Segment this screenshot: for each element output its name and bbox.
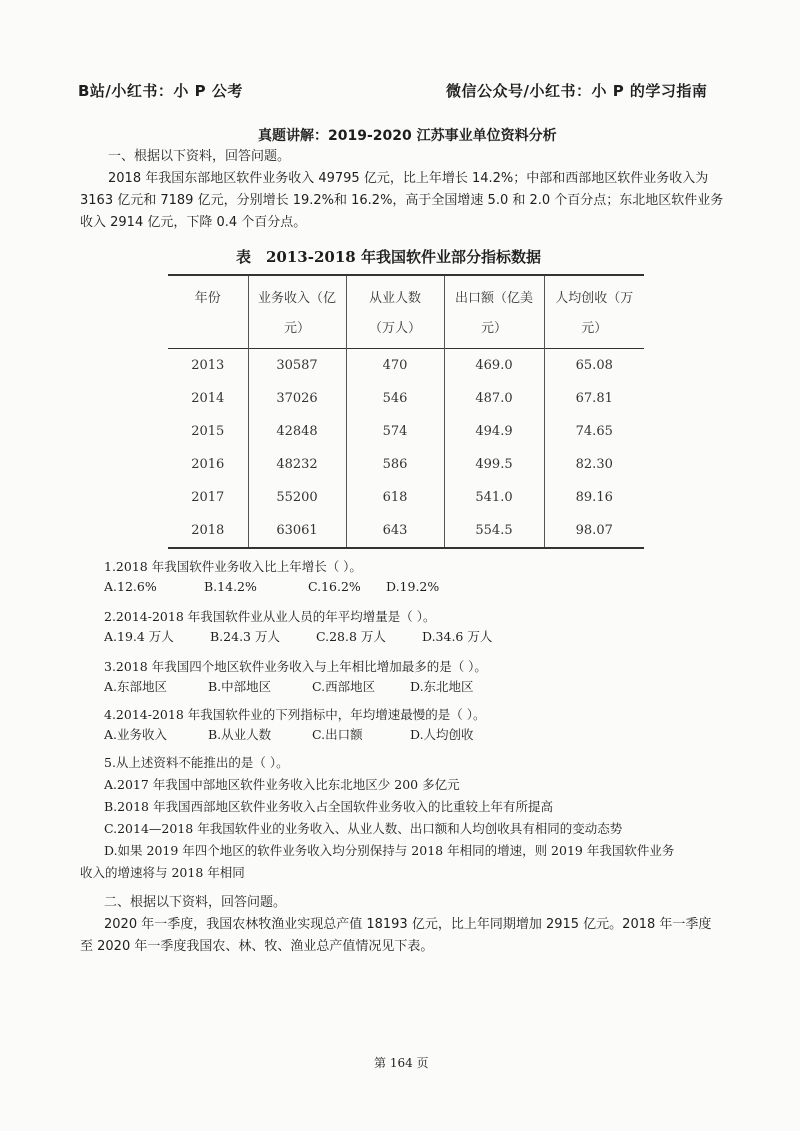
cell-year: 2016 <box>191 457 225 472</box>
cell-employees: 586 <box>346 448 444 481</box>
question-4-options <box>104 724 474 745</box>
cell-per-capita: 98.07 <box>544 514 644 548</box>
table-caption: 表 2013-2018 年我国软件业部分指标数据 <box>236 248 541 266</box>
header-employees: 从业人数 （万人） <box>346 275 444 349</box>
cell-exports: 499.5 <box>444 448 544 481</box>
q1-option-d: D.19.2% <box>386 579 440 594</box>
section1-line-2: 3163 亿元和 7189 亿元，分别增长 19.2%和 16.2%，高于全国增速 5.0 和 2.0 个百分点；东北地区软件业务 <box>80 193 724 208</box>
header-right-text: 微信公众号/小红书：小 P 的学习指南 <box>446 82 708 100</box>
q3-option-b: B.中部地区 <box>208 679 272 694</box>
question-5-option-a: A.2017 年我国中部地区软件业务收入比东北地区少 200 多亿元 <box>104 777 460 792</box>
header-exports: 出口额（亿美 元） <box>444 275 544 349</box>
header-year: 年份 <box>194 291 221 306</box>
q1-option-c: C.16.2% <box>308 579 361 594</box>
section1-line-3: 收入 2914 亿元，下降 0.4 个百分点。 <box>80 215 307 230</box>
question-3-options <box>104 676 474 697</box>
cell-employees: 470 <box>346 349 444 383</box>
question-4-stem: 4.2014-2018 年我国软件业的下列指标中，年均增速最慢的是（ ）。 <box>104 707 486 722</box>
cell-exports: 541.0 <box>444 481 544 514</box>
question-5-stem: 5.从上述资料不能推出的是（ ）。 <box>104 755 289 770</box>
q2-option-c: C.28.8 万人 <box>316 629 386 644</box>
cell-per-capita: 65.08 <box>544 349 644 383</box>
cell-year: 2013 <box>191 358 225 373</box>
cell-year: 2017 <box>191 490 225 505</box>
question-1-options <box>104 576 439 597</box>
q1-option-b: B.14.2% <box>204 579 257 594</box>
table-row <box>168 415 644 448</box>
cell-per-capita: 89.16 <box>544 481 644 514</box>
q4-option-a: A.业务收入 <box>104 727 168 742</box>
section2-line-1: 2020 年一季度，我国农林牧渔业实现总产值 18193 亿元，比上年同期增加 2915 亿元。2018 年一季度 <box>104 917 712 932</box>
question-5-option-d: D.如果 2019 年四个地区的软件业务收入均分别保持与 2018 年相同的增速，则 2019 年我国软件业务 <box>104 843 675 858</box>
cell-per-capita: 67.81 <box>544 382 644 415</box>
q4-option-d: D.人均创收 <box>410 727 474 742</box>
table-row <box>168 349 644 383</box>
header-per-capita: 人均创收（万 元） <box>544 275 644 349</box>
cell-year: 2015 <box>191 424 225 439</box>
table-row <box>168 382 644 415</box>
q3-option-c: C.西部地区 <box>312 679 376 694</box>
cell-employees: 574 <box>346 415 444 448</box>
table-header-row <box>168 275 644 349</box>
cell-employees: 643 <box>346 514 444 548</box>
q3-option-d: D.东北地区 <box>410 679 474 694</box>
q2-option-a: A.19.4 万人 <box>104 629 174 644</box>
question-2-options <box>104 626 492 647</box>
cell-exports: 554.5 <box>444 514 544 548</box>
section2-line-2: 至 2020 年一季度我国农、林、牧、渔业总产值情况见下表。 <box>80 939 434 954</box>
cell-exports: 469.0 <box>444 349 544 383</box>
cell-exports: 494.9 <box>444 415 544 448</box>
section2-heading: 二、根据以下资料，回答问题。 <box>104 895 287 910</box>
table-row <box>168 448 644 481</box>
question-5-option-c: C.2014—2018 年我国软件业的业务收入、从业人数、出口额和人均创收具有相同的变动态势 <box>104 821 623 836</box>
q4-option-c: C.出口额 <box>312 727 363 742</box>
q1-option-a: A.12.6% <box>104 579 157 594</box>
cell-year: 2014 <box>191 391 225 406</box>
cell-revenue: 55200 <box>248 481 346 514</box>
cell-revenue: 30587 <box>248 349 346 383</box>
header-left-text: B站/小红书：小 P 公考 <box>78 82 243 100</box>
cell-revenue: 48232 <box>248 448 346 481</box>
q2-option-d: D.34.6 万人 <box>422 629 493 644</box>
cell-revenue: 42848 <box>248 415 346 448</box>
cell-employees: 618 <box>346 481 444 514</box>
section1-line-1: 2018 年我国东部地区软件业务收入 49795 亿元，比上年增长 14.2%；中部和西部地区软件业务收入为 <box>108 171 709 186</box>
header-revenue: 业务收入（亿 元） <box>248 275 346 349</box>
q2-option-b: B.24.3 万人 <box>210 629 280 644</box>
cell-employees: 546 <box>346 382 444 415</box>
question-1-stem: 1.2018 年我国软件业务收入比上年增长（ ）。 <box>104 559 362 574</box>
cell-exports: 487.0 <box>444 382 544 415</box>
cell-per-capita: 74.65 <box>544 415 644 448</box>
table-row <box>168 481 644 514</box>
software-data-table <box>168 274 644 549</box>
question-5-option-b: B.2018 年我国西部地区软件业务收入占全国软件业务收入的比重较上年有所提高 <box>104 799 553 814</box>
page-title: 真题讲解：2019-2020 江苏事业单位资料分析 <box>258 128 557 144</box>
question-3-stem: 3.2018 年我国四个地区软件业务收入与上年相比增加最多的是（ ）。 <box>104 659 487 674</box>
table-row <box>168 514 644 548</box>
question-5-option-d-cont: 收入的增速将与 2018 年相同 <box>80 865 245 880</box>
cell-revenue: 37026 <box>248 382 346 415</box>
q4-option-b: B.从业人数 <box>208 727 272 742</box>
q3-option-a: A.东部地区 <box>104 679 168 694</box>
page-number: 第 164 页 <box>374 1056 429 1070</box>
question-2-stem: 2.2014-2018 年我国软件业从业人员的年平均增量是（ ）。 <box>104 609 436 624</box>
cell-revenue: 63061 <box>248 514 346 548</box>
cell-year: 2018 <box>191 523 225 538</box>
cell-per-capita: 82.30 <box>544 448 644 481</box>
section1-heading: 一、根据以下资料，回答问题。 <box>108 149 291 164</box>
